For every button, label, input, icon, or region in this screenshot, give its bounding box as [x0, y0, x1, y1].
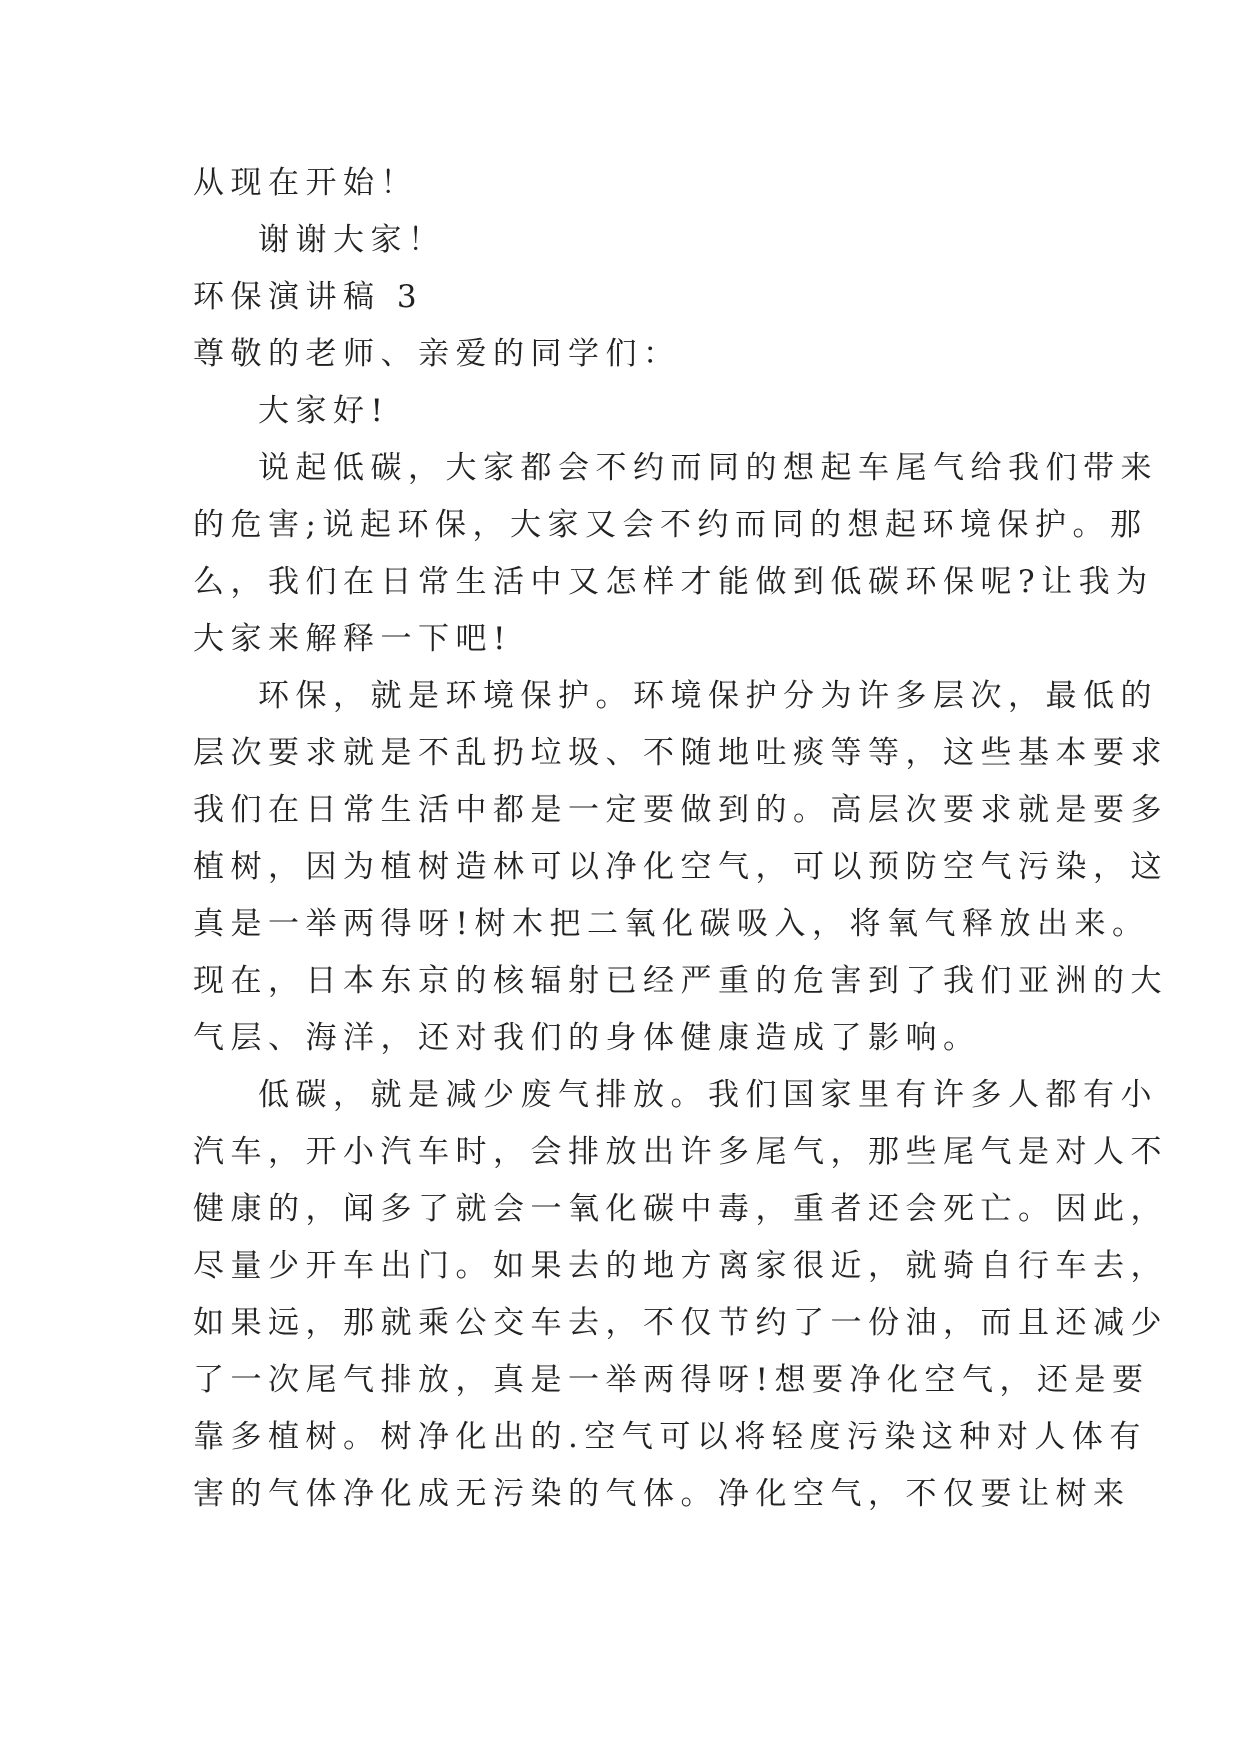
salutation: 尊敬的老师、亲爱的同学们：: [193, 336, 681, 372]
text-line: 环保，就是环境保护。环境保护分为许多层次，最低的: [258, 678, 1158, 714]
document-body: [193, 155, 1168, 1523]
text-line: 现在，日本东京的核辐射已经严重的危害到了我们亚洲的大: [193, 963, 1168, 999]
text-line: 层次要求就是不乱扔垃圾、不随地吐痰等等，这些基本要求: [193, 735, 1168, 771]
text-line: 大家来解释一下吧!: [193, 621, 512, 657]
text-line: 尽量少开车出门。如果去的地方离家很近，就骑自行车去，: [193, 1248, 1168, 1284]
text-line: 说起低碳，大家都会不约而同的想起车尾气给我们带来: [258, 450, 1158, 486]
section-heading: 环保演讲稿 3: [193, 279, 424, 315]
text-line: 从现在开始！: [193, 165, 418, 201]
text-line: 气层、海洋，还对我们的身体健康造成了影响。: [193, 1020, 981, 1056]
text-line: 植树，因为植树造林可以净化空气，可以预防空气污染，这: [193, 849, 1168, 885]
text-line: 如果远，那就乘公交车去，不仅节约了一份油，而且还减少: [193, 1305, 1168, 1341]
text-line: 的危害;说起环保，大家又会不约而同的想起环境保护。那: [193, 507, 1148, 543]
text-line: 汽车，开小汽车时，会排放出许多尾气，那些尾气是对人不: [193, 1134, 1168, 1170]
text-line: 了一次尾气排放，真是一举两得呀!想要净化空气，还是要: [193, 1362, 1150, 1398]
text-line: 真是一举两得呀!树木把二氧化碳吸入，将氧气释放出来。: [193, 906, 1150, 942]
text-line: 我们在日常生活中都是一定要做到的。高层次要求就是要多: [193, 792, 1168, 828]
text-line: 靠多植树。树净化出的.空气可以将轻度污染这种对人体有: [193, 1419, 1147, 1455]
text-line: 谢谢大家！: [258, 222, 446, 258]
text-line: 害的气体净化成无污染的气体。净化空气，不仅要让树来: [193, 1476, 1131, 1512]
greeting: 大家好!: [258, 393, 390, 429]
text-line: 么，我们在日常生活中又怎样才能做到低碳环保呢?让我为: [193, 564, 1154, 600]
text-line: 低碳，就是减少废气排放。我们国家里有许多人都有小: [258, 1077, 1158, 1113]
text-line: 健康的，闻多了就会一氧化碳中毒，重者还会死亡。因此，: [193, 1191, 1168, 1227]
